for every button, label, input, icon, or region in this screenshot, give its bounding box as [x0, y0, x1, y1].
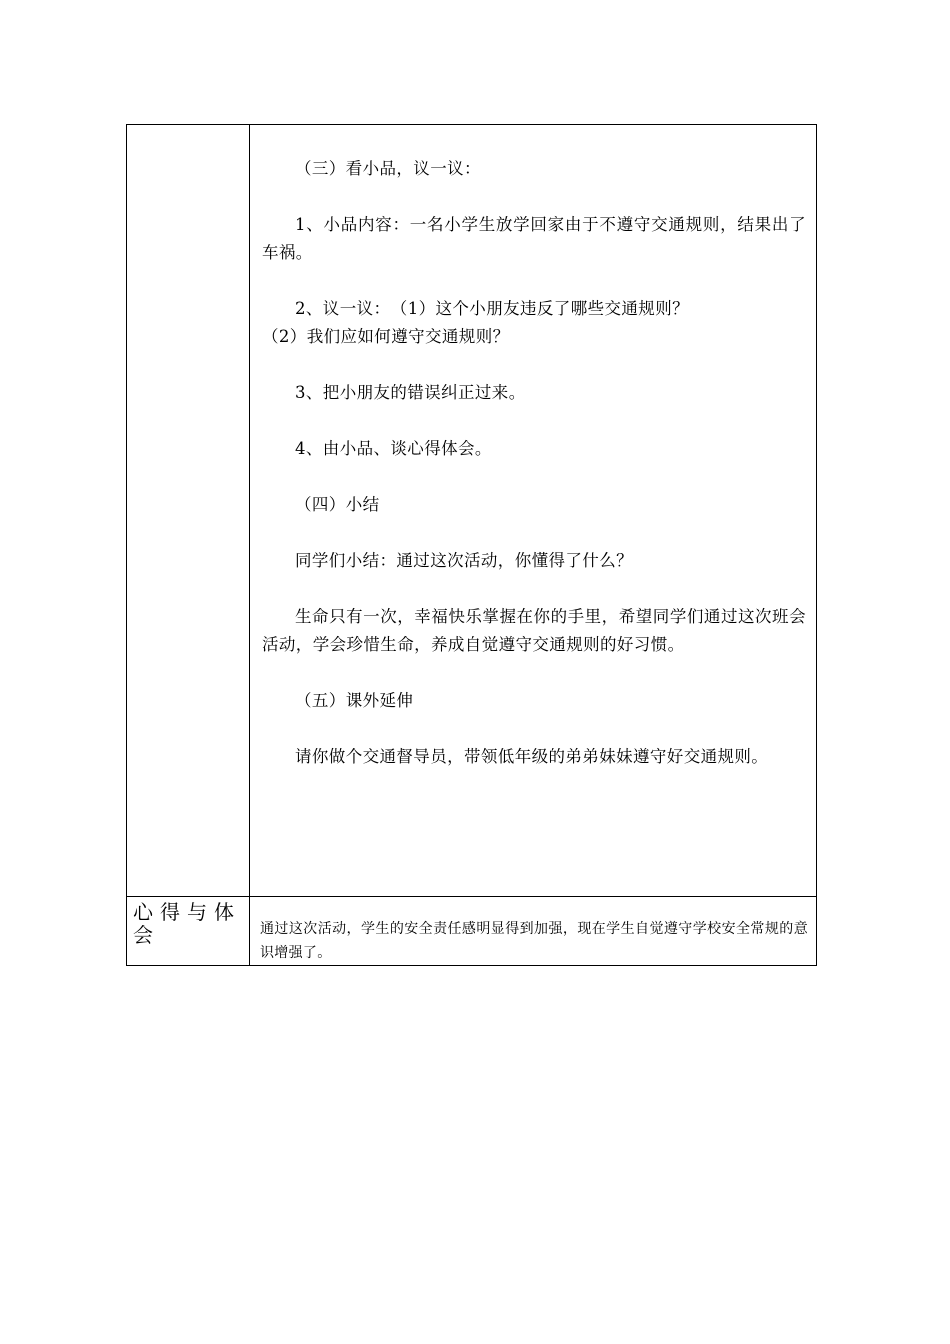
life-message-paragraph: 生命只有一次，幸福快乐掌握在你的手里，希望同学们通过这次班会活动，学会珍惜生命，养成自觉遵守交通规则的好习惯。: [262, 607, 806, 654]
share-experience-paragraph: 4、由小品、谈心得体会。: [295, 439, 492, 458]
activity-label-cell: [127, 125, 250, 897]
experience-label: 心得与体会: [127, 897, 250, 966]
activity-content-cell: [250, 125, 817, 897]
correct-mistakes-paragraph: 3、把小朋友的错误纠正过来。: [295, 383, 526, 402]
discussion-question-2: （2）我们应如何遵守交通规则？: [262, 327, 510, 346]
discussion-question-1: 2、议一议： （1）这个小朋友违反了哪些交通规则？: [295, 299, 689, 318]
summary-question-paragraph: 同学们小结：通过这次活动，你懂得了什么？: [295, 551, 633, 570]
extension-task-paragraph: 请你做个交通督导员，带领低年级的弟弟妹妹遵守好交通规则。: [295, 747, 769, 766]
section-four-heading: （四）小结: [295, 495, 380, 514]
activity-row: [127, 125, 817, 897]
discussion-paragraph: [262, 295, 806, 351]
experience-text: 通过这次活动，学生的安全责任感明显得到加强，现在学生自觉遵守学校安全常规的意识增强了。: [250, 897, 817, 966]
lesson-plan-table: [126, 124, 817, 966]
section-three-heading: （三）看小品，议一议：: [295, 159, 481, 178]
activity-content: [250, 125, 816, 771]
experience-row: [127, 897, 817, 966]
skit-content-paragraph: 1、小品内容：一名小学生放学回家由于不遵守交通规则，结果出了车祸。: [262, 215, 806, 262]
section-five-heading: （五）课外延伸: [295, 691, 414, 710]
